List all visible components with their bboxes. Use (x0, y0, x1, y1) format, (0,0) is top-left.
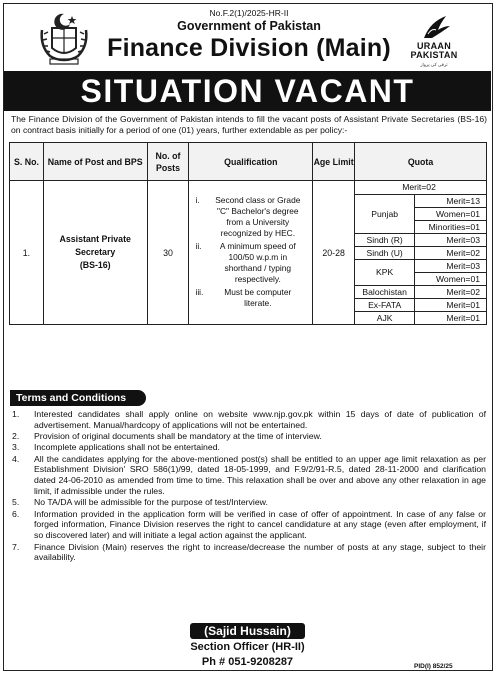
header (4, 4, 492, 70)
quota-region-ajk: AJK (355, 311, 415, 324)
quota-value: Merit=01 (415, 311, 486, 324)
header-no-of-posts: No. of Posts (147, 143, 189, 181)
quota-value: Merit=03 (415, 233, 486, 246)
table-header-row (10, 143, 487, 181)
terms-list (12, 409, 486, 564)
table-row (10, 181, 487, 325)
quota-value: Merit=01 (415, 298, 486, 311)
advertisement-page (3, 3, 493, 671)
quota-region-ex-fata: Ex-FATA (355, 298, 415, 311)
quota-value: Women=01 (415, 272, 486, 285)
quota-region-kpk: KPK (355, 259, 415, 285)
uraan-wordmark: URAAN PAKISTAN (410, 41, 458, 60)
intro-paragraph: The Finance Division of the Government of Pakistan intends to fill the vacant posts of Assistant Private Secretaries (BS-16) on contract basis initially for a period of one (01) years, further extendable as per policy:- (11, 114, 487, 135)
uraan-tagline: ترقی کی پرواز (420, 62, 448, 67)
qualification-item: i. Second class or Grade "C" Bachelor's degree from a University recognized by HEC. (195, 194, 301, 238)
cell-age-limit: 20-28 (313, 181, 355, 325)
quota-table (355, 181, 486, 324)
government-name: Government of Pakistan (177, 19, 321, 33)
bird-icon (402, 12, 466, 42)
quota-value: Merit=03 (415, 259, 486, 272)
quota-region-sindh-u: Sindh (U) (355, 246, 415, 259)
list-item: 4. All the candidates applying for the above-mentioned post(s) shall be entitled to an upper age limit relaxation as per Establishment Division' SRO 586(1)/99, dated 18-05-1999, and F.9/2/91-R.5, dated 28-11-2000 and clarification dated 24-06-2010 as amended from time to time. This relaxation shall be over and above any other relaxation in age limit, if admissible under the rules. (12, 453, 486, 497)
reference-number: No.F.2(1)/2025-HR-II (209, 8, 289, 18)
cell-post-name: Assistant Private Secretary (BS-16) (43, 181, 147, 325)
list-item: 6. Information provided in the application form will be verified in case of offer of appointment. In case of any false or forged information, Finance Division reserves the right to cancel candidature at any stage (even after employment, if so discovered later) and will initiate a legal action against the applicant. (12, 508, 486, 541)
list-item: 5. No TA/DA will be admissible for the purpose of test/Interview. (12, 497, 268, 508)
qualification-item: iii. Must be computer literate. (195, 286, 292, 308)
cell-no-of-posts: 30 (147, 181, 189, 325)
posts-table (9, 142, 487, 325)
terms-heading: Terms and Conditions (10, 390, 146, 406)
quota-region-sindh-r: Sindh (R) (355, 233, 415, 246)
signer-phone: Ph # 051-9208287 (201, 656, 294, 668)
quota-value: Women=01 (415, 207, 486, 220)
division-name: Finance Division (Main) (107, 34, 391, 62)
quota-value: Merit=02 (415, 246, 486, 259)
list-item: 7. Finance Division (Main) reserves the right to increase/decrease the number of posts at any stage, subject to their availability. (12, 541, 486, 563)
situation-vacant-banner: SITUATION VACANT (4, 71, 491, 111)
list-item: 1. Interested candidates shall apply online on website www.njp.gov.pk within 15 days of date of publication of advertisement. Manual/hardcopy of applications will not be entertained. (12, 409, 486, 430)
quota-region-balochistan: Balochistan (355, 285, 415, 298)
list-item: 3. Incomplete applications shall not be entertained. (12, 442, 220, 453)
header-qualification: Qualification (189, 143, 313, 181)
signer-title: Section Officer (HR-II) (190, 641, 305, 653)
quota-value: Minorities=01 (415, 220, 486, 233)
uraan-pakistan-logo (402, 12, 466, 68)
quota-value: Merit=13 (415, 194, 486, 207)
qualification-item: ii. A minimum speed of 100/50 w.p.m in shorthand / typing respectively. (195, 240, 296, 284)
quota-merit: Merit=02 (355, 181, 486, 194)
signer-name: (Sajid Hussain) (190, 623, 305, 639)
cell-sno: 1. (10, 181, 44, 325)
header-age-limit: Age Limit (313, 143, 355, 181)
quota-value: Merit=02 (415, 285, 486, 298)
list-item: 2. Provision of original documents shall be mandatory at the time of interview. (12, 431, 322, 442)
header-sno: S. No. (10, 143, 44, 181)
header-quota: Quota (355, 143, 487, 181)
pid-number: PID(I) 852/25 (414, 663, 453, 670)
quota-region-punjab: Punjab (355, 194, 415, 233)
signer-name-wrap (4, 622, 491, 640)
cell-qualification (189, 181, 313, 325)
header-post: Name of Post and BPS (43, 143, 147, 181)
cell-quota (355, 181, 487, 325)
